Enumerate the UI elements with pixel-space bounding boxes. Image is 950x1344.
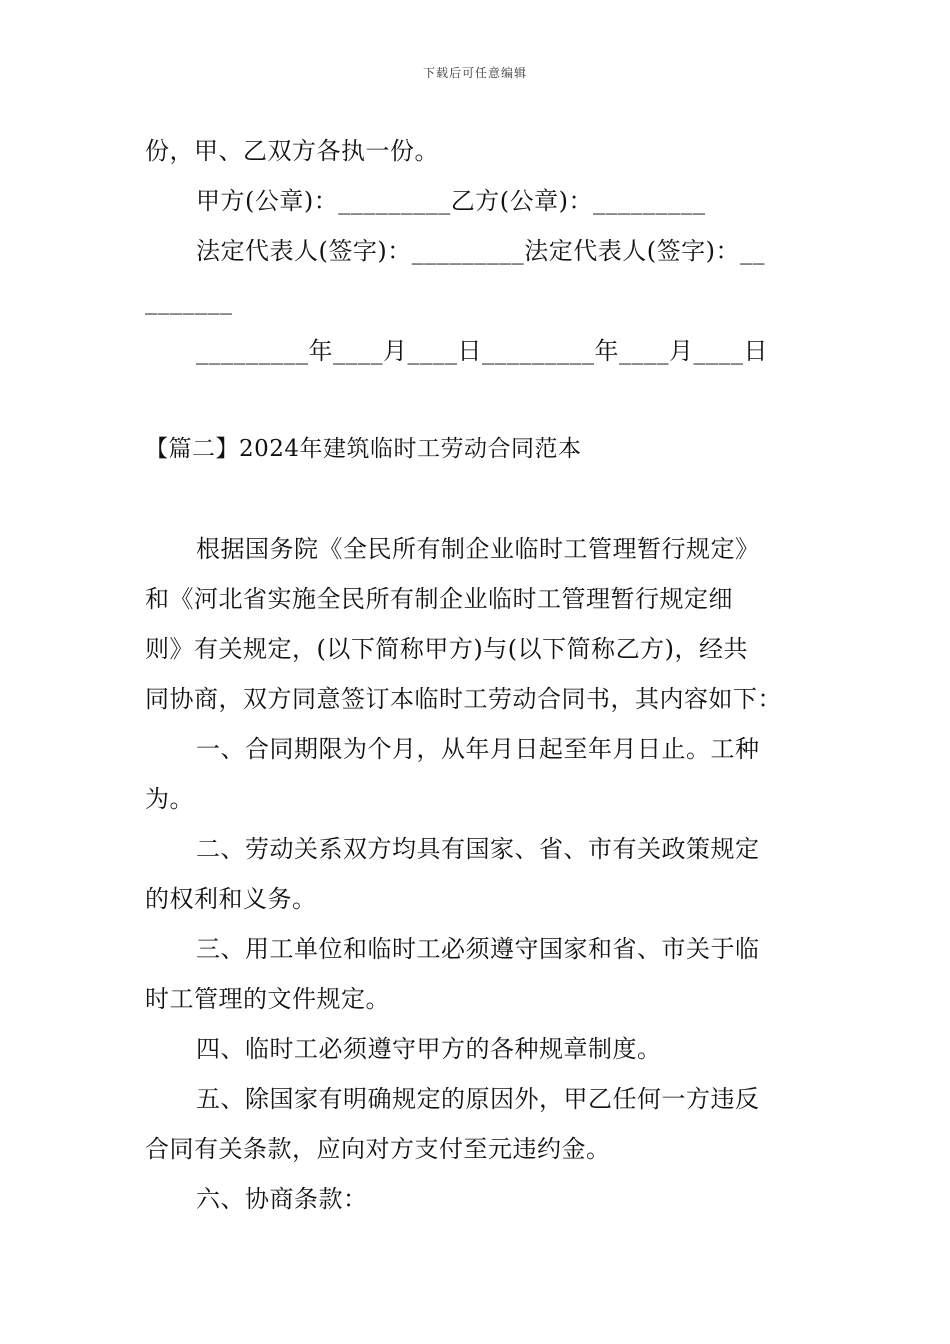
paragraph-line: 和《河北省实施全民所有制企业临时工管理暂行规定细 bbox=[145, 585, 733, 613]
clause-4-line: 四、临时工必须遵守甲方的各种规章制度。 bbox=[196, 1035, 662, 1063]
clause-2-continuation: 的权利和义务。 bbox=[145, 885, 317, 913]
clause-1-line: 一、合同期限为个月，从年月日起至年月日止。工种 bbox=[196, 735, 760, 763]
clause-5-line: 五、除国家有明确规定的原因外，甲乙任何一方违反 bbox=[196, 1085, 760, 1113]
clause-5-continuation: 合同有关条款，应向对方支付至元违约金。 bbox=[145, 1135, 611, 1163]
paragraph-line: 则》有关规定，(以下简称甲方)与(以下简称乙方)，经共 bbox=[145, 635, 748, 663]
paragraph-line: 份，甲、乙双方各执一份。 bbox=[145, 137, 439, 165]
paragraph-line: 根据国务院《全民所有制企业临时工管理暂行规定》 bbox=[196, 535, 760, 563]
clause-6-line: 六、协商条款： bbox=[196, 1185, 368, 1213]
paragraph-line: 同协商，双方同意签订本临时工劳动合同书，其内容如下： bbox=[145, 685, 782, 713]
signature-line-representative: 法定代表人(签字)：_________法定代表人(签字)：__ bbox=[196, 237, 765, 265]
clause-3-line: 三、用工单位和临时工必须遵守国家和省、市关于临 bbox=[196, 935, 760, 963]
date-line: _________年____月____日_________年____月____日 bbox=[196, 337, 768, 365]
clause-3-continuation: 时工管理的文件规定。 bbox=[145, 985, 390, 1013]
page-header-note: 下载后可任意编辑 bbox=[422, 66, 527, 80]
section-heading: 【篇二】2024年建筑临时工劳动合同范本 bbox=[145, 436, 582, 462]
signature-line-seal: 甲方(公章)：_________乙方(公章)：_________ bbox=[196, 187, 706, 215]
clause-1-continuation: 为。 bbox=[145, 785, 194, 813]
clause-2-line: 二、劳动关系双方均具有国家、省、市有关政策规定 bbox=[196, 835, 760, 863]
signature-line-continuation: _______ bbox=[145, 287, 233, 315]
